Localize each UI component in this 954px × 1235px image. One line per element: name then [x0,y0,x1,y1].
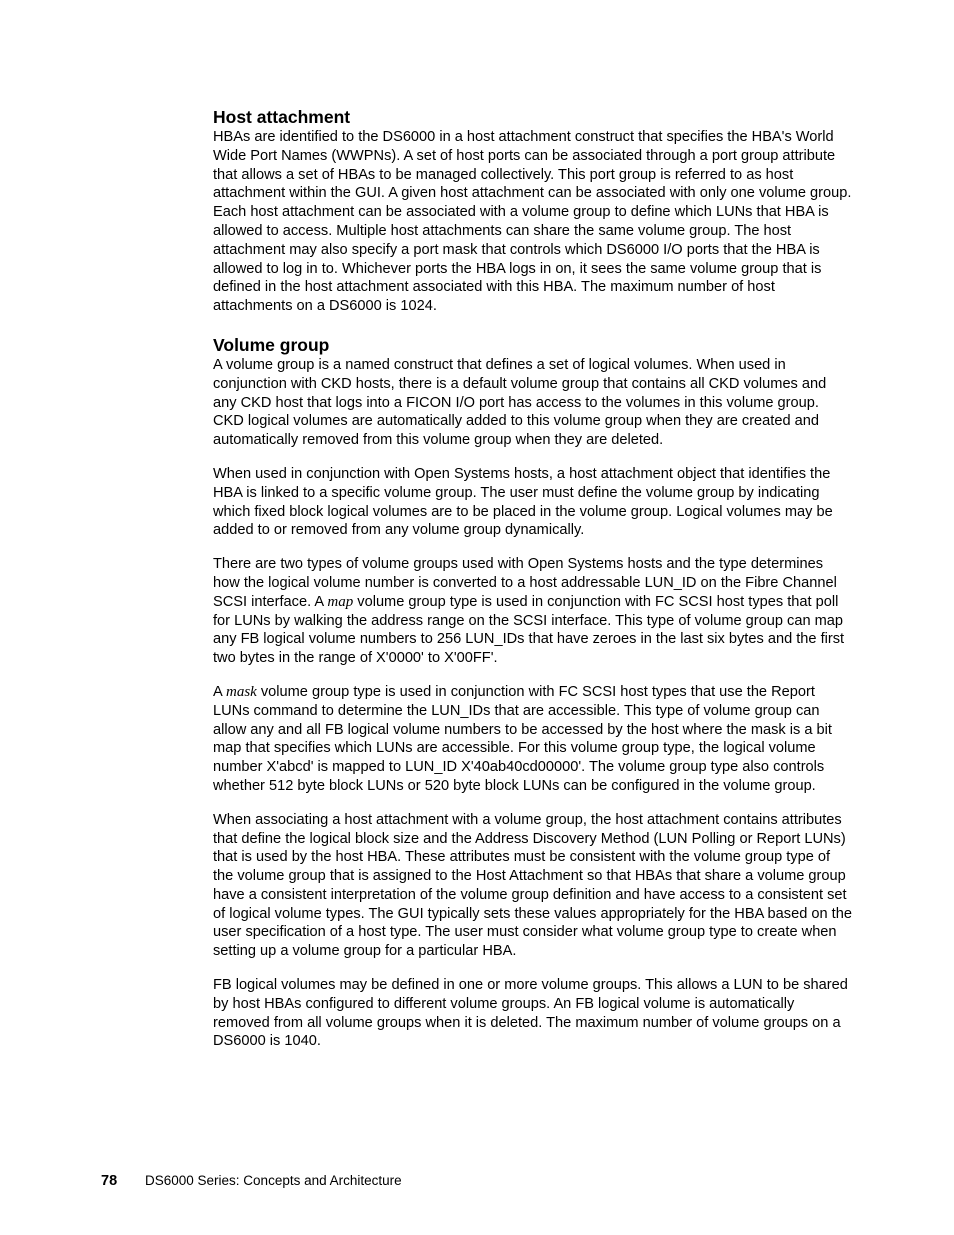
volume-group-paragraph-3 [213,555,853,668]
page-footer [101,1172,402,1190]
term-map: map [327,593,354,610]
book-title: DS6000 Series: Concepts and Architecture [145,1173,402,1188]
volume-group-paragraph-6: FB logical volumes may be defined in one or more volume groups. This allows a LUN to be shared by host HBAs configured to different volume groups. An FB logical volume is automatically removed from all volume groups when it is deleted. The maximum number of volume groups on a DS6000 is 1040. [213,977,848,1050]
volume-group-paragraph-4 [213,683,853,796]
section-heading-volume-group: Volume group [213,334,330,355]
volume-group-paragraph-2: When used in conjunction with Open Systems hosts, a host attachment object that identifies the HBA is linked to a specific volume group. The user must define the volume group by indicating which fixed block logical volumes are to be placed in the volume group. Logical volumes may be added to or removed from any volume group dynamically. [213,465,833,539]
paragraph-text: There are two types of volume groups used with Open Systems hosts and the type determines how the logical volume number is converted to a host addressable LUN_ID on the Fibre Channel SCSI interface. A [213,556,837,610]
paragraph-text: volume group type is used in conjunction with FC SCSI host types that use the Report LUNs command to determine the LUN_IDs that are accessible. This type of volume group can allow any and all FB logical volume numbers to be accessed by the host where the mask is a bit map that specifies which LUNs are accessible. For this volume group type, the logical volume number X'abcd' is mapped to LUN_ID X'40ab40cd00000'. The volume group type also controls whether 512 byte block LUNs or 520 byte block LUNs can be configured in the volume group. [213,683,832,794]
volume-group-paragraph-1: A volume group is a named construct that defines a set of logical volumes. When used in conjunction with CKD hosts, there is a default volume group that contains all CKD volumes and any CKD host that logs into a FICON I/O port has access to the volumes in this volume group. CKD logical volumes are automatically added to this volume group when they are created and automatically removed from this volume group when they are deleted. [213,356,827,449]
term-mask: mask [225,683,257,700]
paragraph-text: volume group type is used in conjunction with FC SCSI host types that poll for LUNs by walking the address range on the SCSI interface. This type of volume group can map any FB logical volume numbers to 256 LUN_IDs that have zeroes in the last six bytes and the first two bytes in the range of X'0000' to X'00FF'. [213,593,845,667]
paragraph-text: A [213,683,226,700]
page-number: 78 [101,1173,118,1189]
page-body [213,106,853,1051]
host-attachment-paragraph: HBAs are identified to the DS6000 in a host attachment construct that specifies the HBA's World Wide Port Names (WWPNs). A set of host ports can be associated through a port group attribute that allows a set of HBAs to be managed collectively. This port group is referred to as host attachment within the GUI. A given host attachment can be associated with only one volume group. Each host attachment can be associated with a volume group to define which LUNs that HBA is allowed to access. Multiple host attachments can share the same volume group. The host attachment may also specify a port mask that controls which DS6000 I/O ports that the HBA is allowed to log in to. Whichever ports the HBA logs in on, it sees the same volume group that is defined in the host attachment associated with this HBA. The maximum number of host attachments on a DS6000 is 1024. [213,129,852,315]
volume-group-paragraph-5: When associating a host attachment with a volume group, the host attachment contains attributes that define the logical block size and the Address Discovery Method (LUN Polling or Report LUNs) that is used by the host HBA. These attributes must be consistent with the volume group type of the volume group that is assigned to the Host Attachment so that HBAs that share a volume group have a consistent interpretation of the volume group definition and have access to a consistent set of logical volume types. The GUI typically sets these values appropriately for the HBA based on the user specification of a host type. The user must consider what volume group type to create when setting up a volume group for a particular HBA. [213,811,852,960]
section-heading-host-attachment: Host attachment [213,107,351,127]
